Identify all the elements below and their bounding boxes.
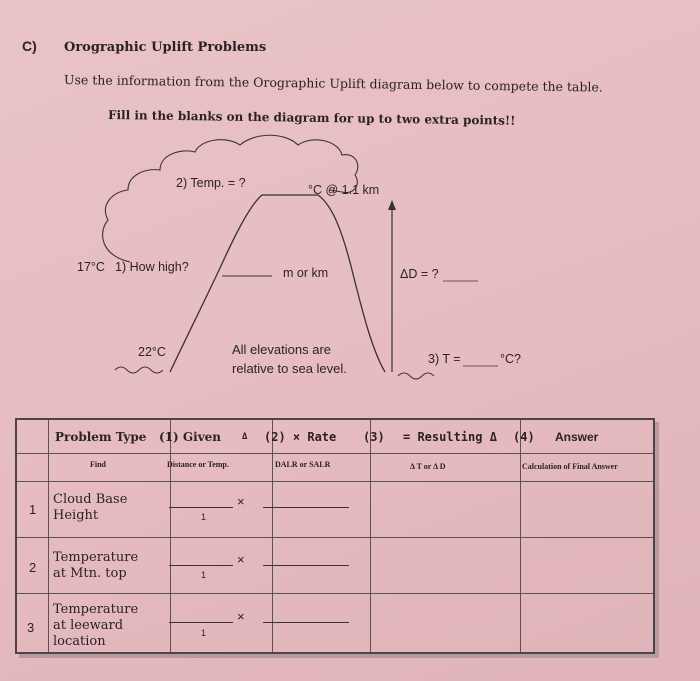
- times-sign: ×: [237, 609, 245, 624]
- header-answer: Answer: [555, 430, 599, 444]
- problem-table: [15, 418, 655, 654]
- header-answer-num: (4): [513, 430, 535, 444]
- t-question-label: 3) T =: [428, 352, 461, 366]
- units-label: m or km: [283, 266, 329, 280]
- denominator: 1: [201, 512, 207, 522]
- header-resulting-num: (3): [363, 430, 385, 444]
- denominator: 1: [201, 570, 207, 580]
- section-label: C): [22, 38, 37, 54]
- cloud-outline: [103, 135, 358, 262]
- subheader-resulting: Δ T or Δ D: [410, 462, 446, 471]
- how-high-label: 1) How high?: [115, 260, 189, 274]
- subheader-given: Distance or Temp.: [167, 460, 229, 469]
- row-label: Temperature at Mtn. top: [53, 550, 139, 581]
- t-unit-label: °C?: [500, 352, 521, 366]
- page-title: Orographic Uplift Problems: [64, 40, 267, 55]
- subheader-answer: Calculation of Final Answer: [522, 462, 618, 471]
- row-label: Cloud Base Height: [53, 492, 128, 523]
- top-elevation-label: °C @ 1.1 km: [308, 183, 380, 197]
- header-resulting: = Resulting Δ: [403, 430, 497, 444]
- rate-blank-line[interactable]: [263, 622, 349, 623]
- row-number: 2: [29, 560, 37, 575]
- denominator: 1: [201, 628, 207, 638]
- bonus-instruction: Fill in the blanks on the diagram for up to two extra points!!: [107, 108, 516, 128]
- header-given: (1) Given: [159, 430, 222, 444]
- row-number: 3: [27, 620, 35, 635]
- header-rate: (2) × Rate: [264, 430, 337, 444]
- fraction-line: [169, 622, 233, 623]
- times-sign: ×: [237, 552, 245, 567]
- row-label: Temperature at leeward location: [53, 602, 139, 649]
- instruction-text: Use the information from the Orographic Uplift diagram below to compete the table.: [63, 72, 603, 95]
- temp-question-label: 2) Temp. = ?: [176, 176, 246, 190]
- ground-squiggle-left: [115, 367, 163, 373]
- subheader-find: Find: [90, 460, 107, 469]
- subheader-rate: DALR or SALR: [275, 460, 331, 469]
- rate-blank-line[interactable]: [263, 507, 349, 508]
- delta-d-label: ΔD = ?: [400, 267, 439, 281]
- elevation-note: All elevations are relative to sea level.: [232, 342, 347, 376]
- fraction-line: [169, 507, 233, 508]
- fraction-line: [169, 565, 233, 566]
- header-problem-type: Problem Type: [55, 430, 147, 444]
- row-number: 1: [29, 502, 37, 517]
- ground-squiggle-right: [398, 373, 434, 379]
- rate-blank-line[interactable]: [263, 565, 349, 566]
- times-sign: ×: [237, 494, 245, 509]
- header-given-delta: Δ: [242, 432, 248, 442]
- left-temp-label: 17°C: [77, 260, 105, 274]
- base-temp-label: 22°C: [138, 345, 166, 359]
